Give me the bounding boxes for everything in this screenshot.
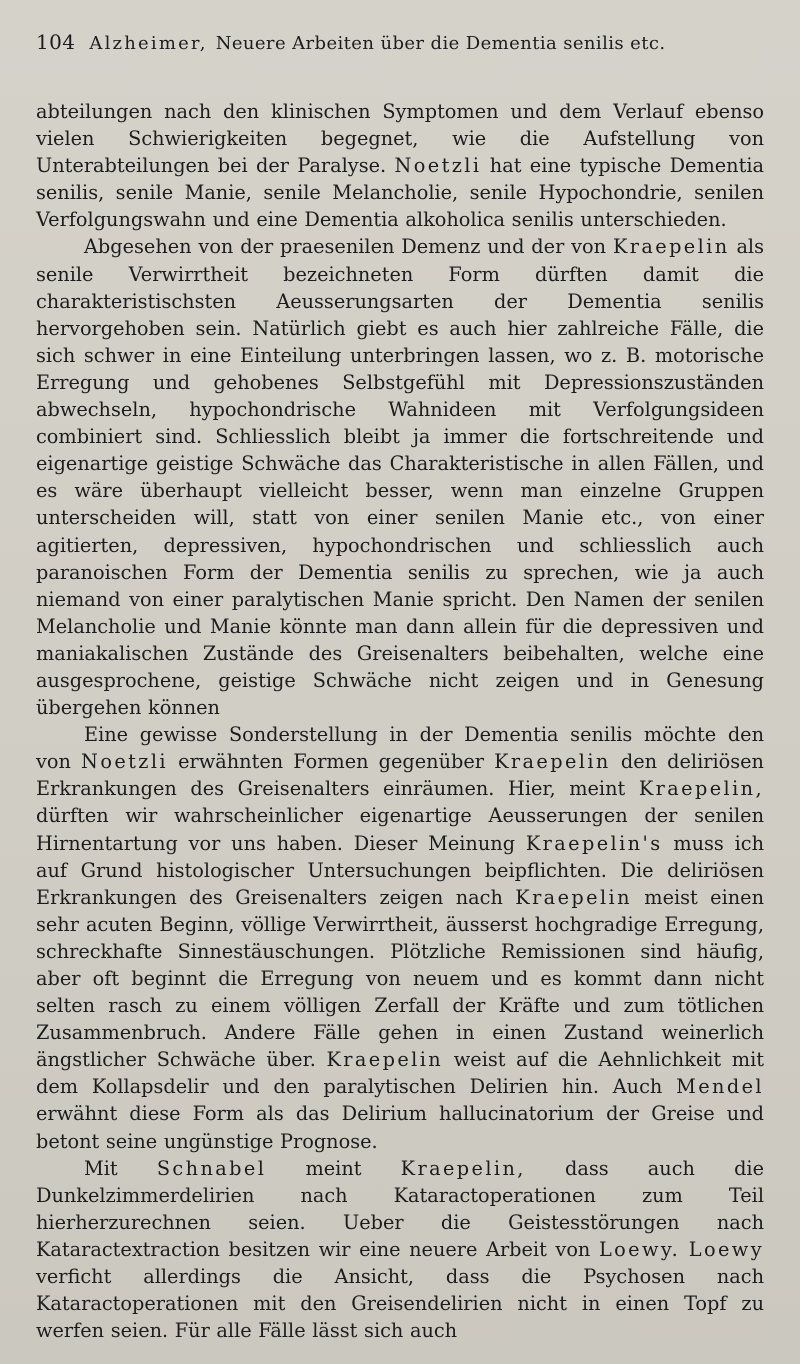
text-run: Abgesehen von der praesenilen Demenz und der von bbox=[84, 235, 613, 259]
text-run: hat eine typische Dementia senilis, senile Manie, senile Melancholie, senile Hypochondrie, senilen Verfolgungswahn und eine Dementia alkoholica senilis unterschieden. bbox=[36, 154, 764, 232]
author-name-kraepelin: Kraepelin bbox=[326, 1048, 444, 1072]
text-run: erwähnt diese Form als das Delirium hallucinatorium der Greise und betont seine ungünstige Prognose. bbox=[36, 1102, 764, 1153]
author-name-loewy: Loewy. bbox=[598, 1237, 681, 1261]
text-run: meist einen sehr acuten Beginn, völlige Verwirrtheit, äusserst hochgradige Erregung, schreckhafte Sinnestäuschungen. Plötzliche Remissionen sind häufig, aber oft beginnt die Erregung von neuem und es kommt dann nicht selten rasch zu einem völligen Zerfall der Kräfte und zum tötlichen Zusammenbruch. Andere Fälle gehen in einen Zustand weinerlich ängstlicher Schwäche über. bbox=[36, 885, 765, 1072]
author-name-loewy: Loewy bbox=[688, 1237, 764, 1261]
text-run: Mit bbox=[84, 1156, 157, 1180]
paragraph bbox=[36, 721, 764, 1155]
author-name-kraepelin: Kraepelin, bbox=[638, 777, 764, 801]
author-name-kraepelin: Kraepelin bbox=[515, 885, 632, 909]
text-run: muss ich auf Grund histologischer Untersuchungen beipflichten. Die deliriösen Erkrankungen des Greisenalters zeigen nach bbox=[36, 831, 764, 909]
text-run: meint bbox=[266, 1156, 401, 1180]
running-head bbox=[36, 30, 764, 62]
text-run bbox=[680, 1238, 689, 1261]
text-run: weist auf die Aehnlichkeit mit dem Kollapsdelir und den paralytischen Delirien hin. Auch bbox=[36, 1048, 764, 1099]
author-name-mendel: Mendel bbox=[676, 1075, 764, 1099]
text-run: abteilungen nach den klinischen Symptomen und dem Verlauf ebenso vielen Schwierigkeiten begegnet, wie die Aufstellung von Unterabteilungen bei der Paralyse. bbox=[36, 100, 764, 178]
body-text bbox=[36, 98, 764, 1344]
author-name-schnabel: Schnabel bbox=[156, 1156, 267, 1180]
text-run: als senile Verwirrtheit bezeichneten Form dürften damit die charakteristischsten Aeusserungsarten der Dementia senilis hervorgehoben sein. Natürlich giebt es auch hier zahlreiche Fälle, die sich schwer in eine Einteilung unterbringen lassen, wo z. B. motorische Erregung und gehobenes Selbstgefühl mit Depressionszuständen abwechseln, hypochondrische Wahnideen mit Verfolgungsideen combiniert sind. Schliesslich bleibt ja immer die fortschreitende und eigenartige geistige Schwäche das Charakteristische in allen Fällen, und es wäre überhaupt vielleicht besser, wenn man einzelne Gruppen unterscheiden will, statt von einer senilen Manie etc., von einer agitierten, depressiven, hypochondrischen und schliesslich auch paranoischen Form der Dementia senilis zu sprechen, wie ja auch niemand von einer paralytischen Manie spricht. Den Namen der senilen Melancholie und Manie könnte man dann allein für die depressiven und maniakalischen Zustände des Greisenalters beibehalten, welche eine ausgesprochene, geistige Schwäche nicht zeigen und in Genesung übergehen können bbox=[36, 235, 764, 720]
page-number: 104 bbox=[36, 30, 76, 54]
text-run: dass auch die Dunkelzimmerdelirien nach Kataractoperationen zum Teil hierherzurechnen seien. Ueber die Geistesstörungen nach Kataractextraction besitzen wir eine neuere Arbeit von bbox=[36, 1156, 764, 1261]
paragraph bbox=[36, 233, 764, 721]
paragraph bbox=[36, 1155, 764, 1345]
text-run: Eine gewisse Sonderstellung in der Dementia senilis möchte den von bbox=[36, 723, 764, 774]
author-name-kraepelin: Kraepelin, bbox=[400, 1156, 526, 1180]
author-name-noetzli: Noetzli bbox=[394, 154, 482, 178]
text-run: verficht allerdings die Ansicht, dass die Psychosen nach Kataractoperationen mit den Greisendelirien nicht in einen Topf zu werfen seien. Für alle Fälle lässt sich auch bbox=[36, 1265, 764, 1343]
running-head-author: Alzheimer, bbox=[89, 33, 208, 54]
paragraph bbox=[36, 98, 764, 233]
author-name-kraepelin: Kraepelin's bbox=[525, 831, 663, 855]
author-name-noetzli: Noetzli bbox=[81, 750, 168, 774]
text-run: erwähnten Formen gegenüber bbox=[167, 750, 495, 774]
author-name-kraepelin: Kraepelin bbox=[612, 235, 730, 259]
author-name-kraepelin: Kraepelin bbox=[494, 750, 611, 774]
text-run: den deliriösen Erkrankungen des Greisenalters einräumen. Hier, meint bbox=[36, 750, 764, 801]
running-head-title: Neuere Arbeiten über die Dementia senilis etc. bbox=[215, 33, 666, 54]
text-run: dürften wir wahrscheinlicher eigenartige Aeusserungen der senilen Hirnentartung vor uns haben. Dieser Meinung bbox=[36, 804, 764, 855]
